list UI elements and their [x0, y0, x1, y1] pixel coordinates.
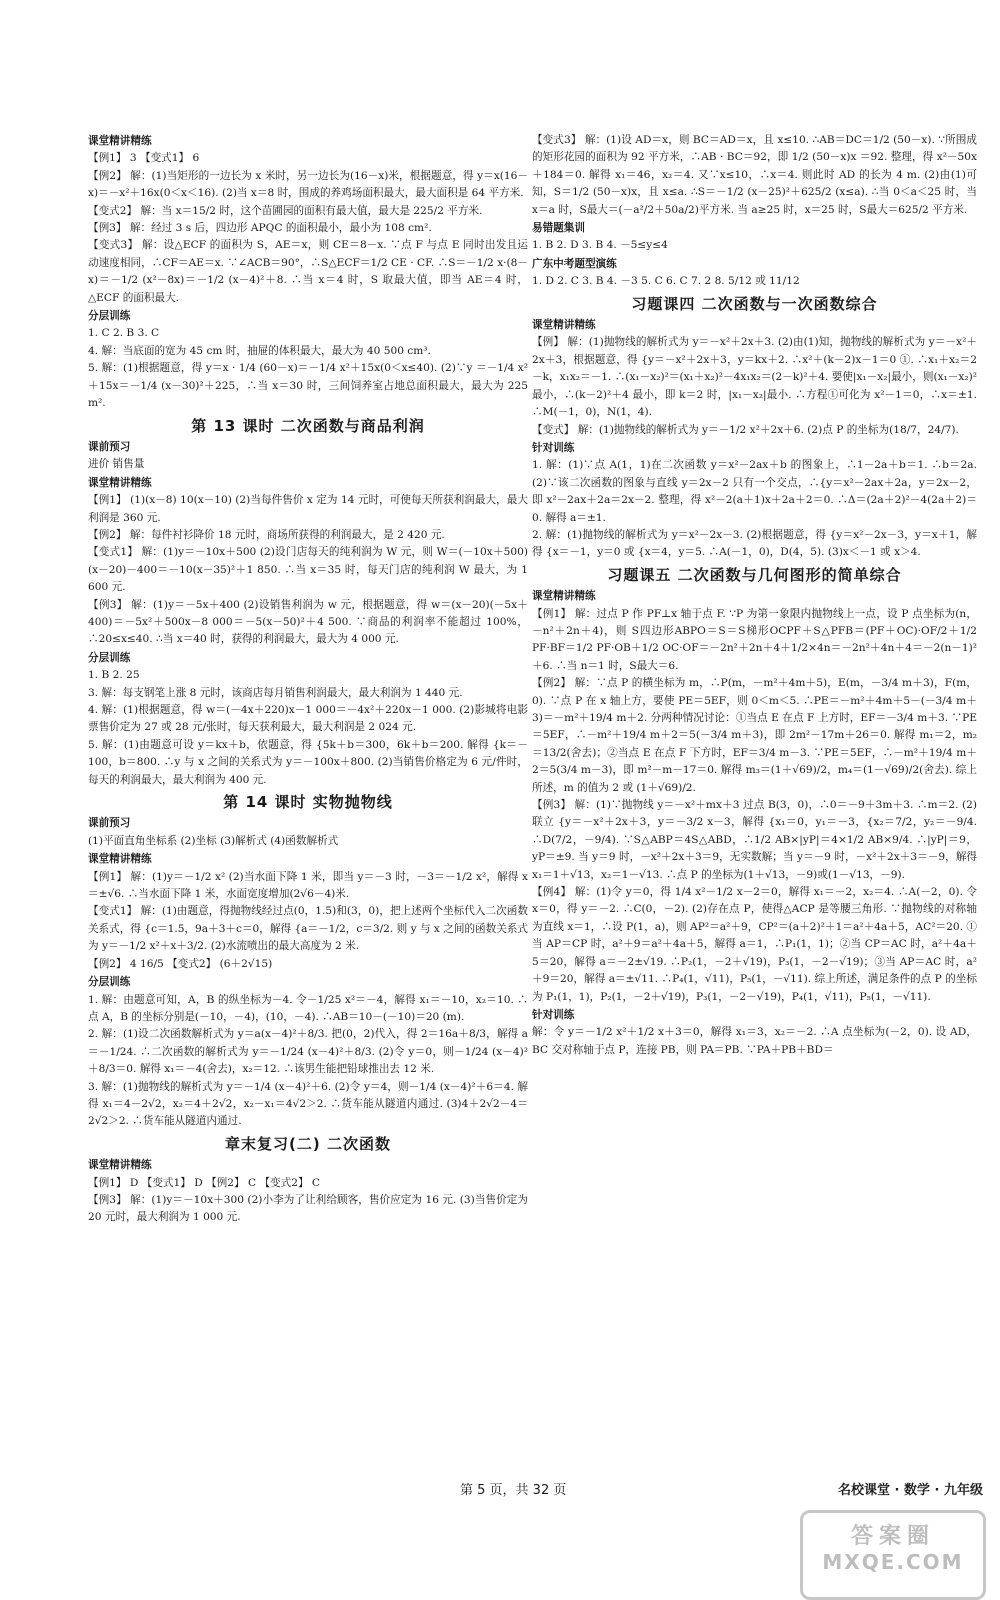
section-heading: 课堂精讲精练 — [88, 1159, 152, 1172]
watermark-url: MXQE.COM — [822, 1550, 964, 1574]
section-heading: 课前预习 — [88, 440, 131, 453]
answer-paragraph: 1. B 2. 25 — [88, 669, 140, 682]
answer-paragraph: (1)平面直角坐标系 (2)坐标 (3)解析式 (4)函数解析式 — [88, 834, 339, 847]
lesson-title: 第 14 课时 实物抛物线 — [223, 793, 393, 812]
answer-paragraph: 【例2】 4 16/5 【变式2】 (6＋2√15) — [88, 957, 273, 970]
left-column — [88, 132, 528, 1227]
answer-paragraph: 1. B 2. D 3. B 4. －5≤y≤4 — [532, 239, 668, 252]
lesson-title: 第 13 课时 二次函数与商品利润 — [191, 416, 425, 435]
answer-paragraph: 【变式3】 解：(1)设 AD＝x，则 BC＝AD＝x，且 x≤10. ∴AB＝DC＝1/2 (50－x). ∵所围成的矩形花园的面积为 92 平方米，∴AB · BC＝92，即 1/2 (50－x)x ＝92. 整理，得 x²－50x＋184＝0. 解得 x₁＝46，x₂＝4. 又∵x≤10，∴x＝4. 则此时 AD 的长为 4 m. (2)由(1)可知，S＝1/2 (50－x)x，且 x≤a. ∴S＝－1/2 (x－25)²＋625/2 (x≤a). ∴当 0＜a＜25 时，当 x＝a 时，S最大＝(－a²/2＋50a/2)平方米. 当 a≥25 时，x＝25 时，S最大＝625/2 平方米. — [532, 134, 977, 216]
page-footer — [0, 1475, 1000, 1499]
answer-paragraph: 【变式1】 解：(1)由题意，得抛物线经过点(0，1.5)和(3，0)，把上述两个坐标代入二次函数关系式，得 {c＝1.5，9a＋3＋c＝0，解得 {a＝－1/2，c＝3/2. 则 y 与 x 之间的函数关系式为 y＝－1/2 x²＋x＋3/2. (2)水流喷出的最大高度为 2 米. — [88, 905, 529, 953]
answer-paragraph: 进价 销售量 — [88, 458, 145, 471]
answer-paragraph: 4. 解：(1)根据题意，得 w＝(－4x＋220)x－1 000＝－4x²＋220x－1 000. (2)影城将电影票售价定为 27 或 28 元/张时，每天获利最大，最大利润是 2 024 元. — [88, 704, 528, 734]
section-heading: 广东中考题型演练 — [532, 257, 617, 270]
answer-paragraph: 【例4】 解：(1)令 y＝0，得 1/4 x²－1/2 x－2＝0，解得 x₁＝－2，x₂＝4. ∴A(－2，0). 令 x＝0，得 y＝－2. ∴C(0，－2). (2)存在点 P，使得△ACP 是等腰三角形. ∵抛物线的对称轴为直线 x＝1，∴设 P(1，a)，则 AP²＝a²＋9，CP²＝(a＋2)²＋1＝a²＋4a＋5，AC²＝20. ①当 AP＝CP 时，a²＋9＝a²＋4a＋5，解得 a＝1，∴P₁(1，1)；②当 CP＝AC 时，a²＋4a＋5＝20，解得 a＝－2±√19. ∴P₂(1，－2＋√19)，P₃(1，－2－√19)；③当 AP＝AC 时，a²＋9＝20，解得 a＝±√11. ∴P₄(1，√11)，P₅(1，－√11). 综上所述，满足条件的点 P 的坐标为 P₁(1，1)，P₂(1，－2＋√19)，P₃(1，－2－√19)，P₄(1，√11)，P₅(1，－√11). — [532, 886, 977, 1003]
answer-paragraph: 【变式2】 解：当 x＝15/2 时，这个苗圃园的面积有最大值，最大是 225/2 平方米. — [88, 204, 483, 217]
answer-paragraph: 【例3】 解：(1)∵抛物线 y＝－x²＋mx＋3 过点 B(3，0)，∴0＝－9＋3m＋3. ∴m＝2. (2)联立 {y＝－x²＋2x＋3，y＝－3/2 x－3，解得 {x₁＝0，y₁＝－3，{x₂＝7/2，y₂＝－9/4. ∴D(7/2，－9/4). ∵S△ABP＝4S△ABD，∴1/2 AB×|yP|＝4×1/2 AB×9/4. ∴|yP|＝9，yP＝±9. 当 y＝9 时，－x²＋2x＋3＝9，无实数解；当 y＝－9 时，－x²＋2x＋3＝－9，解得 x₁＝1＋√13，x₂＝1－√13. ∴点 P 的坐标为(1＋√13，－9)或(1－√13，－9). — [532, 799, 977, 881]
answer-paragraph: 【变式1】 解：(1)y＝－10x＋500 (2)设门店每天的纯利润为 W 元，则 W＝(－10x＋500)(x－20)－400＝－10(x－35)²＋1 850. ∴当 x＝35 时，每天门店的纯利润 W 最大，为 1 600 元. — [88, 546, 528, 594]
answer-paragraph: 【例3】 解：(1)y＝－10x＋300 (2)小李为了让利给顾客，售价应定为 16 元. (3)当售价定为 20 元时，最大利润为 1 000 元. — [88, 1193, 528, 1224]
section-heading: 分层训练 — [88, 976, 131, 989]
answer-paragraph: 3. 解：每支钢笔上涨 8 元时，该商店每月销售利润最大，最大利润为 1 440 元. — [88, 686, 463, 699]
answer-paragraph: 【例1】 D 【变式1】 D 【例2】 C 【变式2】 C — [88, 1176, 321, 1189]
book-brand: 名校课堂 · 数学 · 九年级 — [838, 1483, 983, 1498]
answer-paragraph: 【例1】 3 【变式1】 6 — [88, 152, 200, 165]
answer-paragraph: 5. 解：(1)由题意可设 y＝kx＋b，依题意，得 {5k＋b＝300，6k＋b＝200. 解得 {k＝－100，b＝800. ∴y 与 x 之间的关系式为 y＝－100x＋800. (2)当销售价格定为 6 元/件时，每天的利润最大，最大利润为 400 元. — [88, 738, 528, 786]
answer-paragraph: 【例1】 (1)(x－8) 10(x－10) (2)当每件售价 x 定为 14 元时，可使每天所获利润最大，最大利润是 360 元. — [88, 494, 528, 524]
lesson-title: 习题课四 二次函数与一次函数综合 — [631, 294, 878, 313]
watermark-logo — [800, 1510, 986, 1600]
answer-paragraph: 【例】 解：(1)抛物线的解析式为 y＝－x²＋2x＋3. (2)由(1)知，抛物线的解析式为 y＝－x²＋2x＋3，根据题意，得 {y＝－x²＋2x＋3，y＝kx＋2. ∴x²＋(k－2)x－1＝0 ①. ∴x₁＋x₂＝2－k，x₁x₂＝－1. ∴(x₁－x₂)²＝(x₁＋x₂)²－4x₁x₂＝(2－k)²＋4. 要使|x₁－x₂|最小，则(x₁－x₂)²最小，∴(k－2)²＋4 最小，即 k＝2 时，|x₁－x₂|最小. ∴方程①可化为 x²－1＝0，∴x＝±1. ∴M(－1，0)，N(1，4). — [532, 336, 977, 419]
section-heading: 分层训练 — [88, 310, 131, 323]
watermark-text: 答案圈 — [850, 1524, 935, 1549]
page-number: 第 5 页，共 32 页 — [460, 1483, 567, 1498]
answer-paragraph: 2. 解：(1)抛物线的解析式为 y＝x²－2x－3. (2)根据题意，得 {y＝x²－2x－3，y＝x＋1，解得 {x＝－1，y＝0 或 {x＝4，y＝5. ∴A(－1，0)，D(4，5). (3)x＜－1 或 x＞4. — [532, 528, 977, 559]
section-heading: 针对训练 — [532, 1008, 575, 1021]
answer-paragraph: 4. 解：当底面的宽为 45 cm 时，抽屉的体积最大，最大为 40 500 cm³. — [88, 344, 431, 357]
answer-paragraph: 解：令 y＝－1/2 x²＋1/2 x＋3＝0，解得 x₁＝3，x₂＝－2. ∴A 点坐标为(－2，0). 设 AD，BC 交对称轴于点 P，连接 PB，则 PA＝PB. ∵PA＋PB＋BD＝ — [532, 1026, 977, 1056]
answer-paragraph: 【例1】 解：(1)y＝－1/2 x² (2)当水面下降 1 米，即当 y＝－3 时，－3＝－1/2 x²，解得 x＝±√6. ∴当水面下降 1 米，水面宽度增加(2√6－4)米. — [88, 870, 528, 901]
answer-paragraph: 【例3】 解：经过 3 s 后，四边形 APQC 的面积最小，最小为 108 cm². — [88, 222, 432, 235]
section-heading: 课堂精讲精练 — [532, 590, 596, 603]
answer-paragraph: 5. 解：(1)根据题意，得 y＝x · 1/4 (60－x)＝－1/4 x²＋15x(0＜x≤40). (2)∵y ＝－1/4 x²＋15x＝－1/4 (x－30)²＋225，∴当 x＝30 时，三间饲养室占地总面积最大，最大为 225 m². — [88, 362, 528, 410]
section-heading: 课堂精讲精练 — [88, 135, 152, 147]
answer-paragraph: 【例1】 解：过点 P 作 PF⊥x 轴于点 F. ∵P 为第一象限内抛物线上一点，设 P 点坐标为(n，－n²＋2n＋4)，则 S四边形ABPO＝S＝S梯形OCPF＋S△PFB＝(PF＋OC)·OF/2＋1/2 PF·BF＝1/2 PF·OB＋1/2 OC·OF＝－2n²＋2n＋4＋1/2×4n＝－2n²＋4n＋4＝－2(n－1)²＋6. ∴当 n＝1 时，S最大＝6. — [532, 607, 977, 672]
section-heading: 课堂精讲精练 — [88, 476, 152, 489]
answer-paragraph: 【变式3】 解：设△ECF 的面积为 S，AE＝x，则 CE＝8－x. ∵点 F 与点 E 同时出发且运动速度相同，∴CF＝AE＝x. ∵∠ACB＝90°，∴S△ECF＝1/2 CE · CF. ∴S＝－1/2 x·(8－x)＝－1/2 (x²－8x)＝－1/2 (x－4)²＋8. ∴当 x＝4 时，S 取最大值，即当 AE＝4 时，△ECF 的面积最大. — [88, 239, 528, 304]
section-heading: 分层训练 — [88, 651, 131, 664]
answer-paragraph: 1. C 2. B 3. C — [88, 327, 160, 340]
answer-paragraph: 2. 解：(1)设二次函数解析式为 y＝a(x－4)²＋8/3. 把(0，2)代入，得 2＝16a＋8/3，解得 a＝－1/24. ∴二次函数的解析式为 y＝－1/24 (x－4)²＋8/3. (2)令 y＝0，则－1/24 (x－4)²＋8/3＝0. 解得 x₁＝－4(舍去)，x₂＝12. ∴该男生能把铅球推出去 12 米. — [88, 1028, 528, 1076]
section-heading: 课堂精讲精练 — [88, 853, 152, 866]
lesson-title: 习题课五 二次函数与几何图形的简单综合 — [607, 565, 902, 584]
section-heading: 易错题集训 — [532, 222, 585, 235]
answer-paragraph: 【例2】 解：(1)当矩形的一边长为 x 米时，另一边长为(16－x)米，根据题意，得 y＝x(16－x)＝－x²＋16x(0＜x＜16). (2)当 x＝8 时，围成的养鸡场面积最大，最大面积是 64 平方米. — [88, 169, 528, 200]
answer-paragraph: 1. 解：(1)∵点 A(1，1)在二次函数 y＝x²－2ax＋b 的图象上，∴1－2a＋b＝1. ∴b＝2a. (2)∵该二次函数的图象与直线 y＝2x－2 只有一个交点，∴{y＝x²－2ax＋2a，y＝2x－2，即 x²－2ax＋2a＝2x－2. 整理，得 x²－2(a＋1)x＋2a＋2＝0. ∴Δ＝(2a＋2)²－4(2a＋2)＝0. 解得 a＝±1. — [532, 459, 977, 524]
answer-paragraph: 【变式】 解：(1)抛物线的解析式为 y＝－1/2 x²＋2x＋6. (2)点 P 的坐标为(18/7，24/7). — [532, 423, 959, 436]
answer-paragraph: 【例2】 解：∵点 P 的横坐标为 m，∴P(m，－m²＋4m＋5)，E(m，－3/4 m＋3)，F(m，0). ∵点 P 在 x 轴上方，要使 PE＝5EF，则 0＜m＜5. ∴PE＝－m²＋4m＋5－(－3/4 m＋3)＝－m²＋19/4 m＋2. 分两种情况讨论：①当点 E 在点 F 上方时，EF＝－3/4 m＋3. ∵PE＝5EF，∴－m²＋19/4 m＋2＝5(－3/4 m＋3)，即 2m²－17m＋26＝0. 解得 m₁＝2，m₂＝13/2(舍去)；②当点 E 在点 F 下方时，EF＝3/4 m－3. ∵PE＝5EF，∴－m²＋19/4 m＋2＝5(3/4 m－3)，即 m²－m－17＝0. 解得 m₃＝(1＋√69)/2，m₄＝(1－√69)/2(舍去). 综上所述，m 的值为 2 或 (1＋√69)/2. — [532, 677, 977, 794]
right-column — [532, 132, 977, 1059]
section-heading: 课堂精讲精练 — [532, 319, 596, 332]
answer-paragraph: 3. 解：(1)抛物线的解析式为 y＝－1/4 (x－4)²＋6. (2)令 y＝4，则－1/4 (x－4)²＋6＝4. 解得 x₁＝4－2√2，x₂＝4＋2√2，x₂－x₁＝4√2＞2. ∴货车能从隧道内通过. (3)4＋2√2－4＝2√2＞2. ∴货车能从隧道内通过. — [88, 1080, 528, 1128]
answer-paragraph: 【例3】 解：(1)y＝－5x＋400 (2)设销售利润为 w 元，根据题意，得 w＝(x－20)(－5x＋400)＝－5x²＋500x－8 000＝－5(x－50)²＋4 500. ∵商品的利润率不能超过 100%，∴20≤x≤40. ∴当 x＝40 时，获得的利润最大，最大为 4 000 元. — [88, 598, 528, 646]
section-heading: 课前预习 — [88, 817, 131, 830]
lesson-title: 章末复习(二) 二次函数 — [225, 1134, 391, 1153]
answer-paragraph: 1. D 2. C 3. B 4. －3 5. C 6. C 7. 2 8. 5/12 或 11/12 — [532, 275, 800, 288]
answer-paragraph: 1. 解：由题意可知，A，B 的纵坐标为－4. 令－1/25 x²＝－4，解得 x₁＝－10，x₂＝10. ∴点 A，B 的坐标分别是(－10，－4)，(10，－4). ∴AB＝10－(－10)＝20 (m). — [88, 993, 528, 1023]
section-heading: 针对训练 — [532, 441, 575, 454]
answer-paragraph: 【例2】 解：每件衬衫降价 18 元时，商场所获得的利润最大，是 2 420 元. — [88, 528, 445, 541]
